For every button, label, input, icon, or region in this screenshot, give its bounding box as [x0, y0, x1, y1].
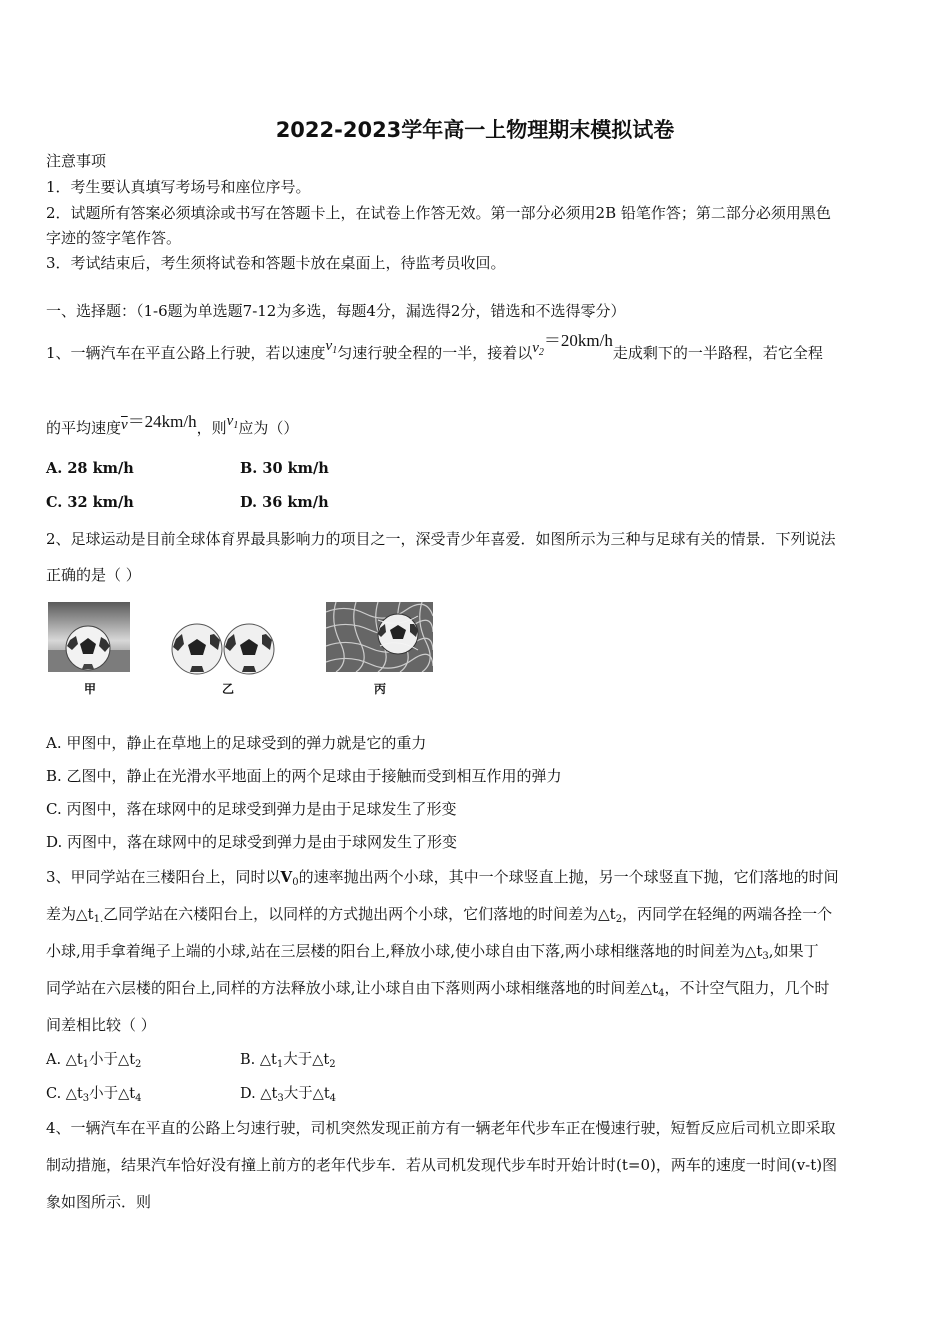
q3-option-c-sub1: 3: [82, 1093, 90, 1104]
q3-option-a-part1: A. △t: [46, 1052, 83, 1068]
q3-option-b-part2: 大于△t: [283, 1052, 330, 1068]
q1-option-c: C. 32 km/h: [46, 494, 134, 511]
q3-option-b-sub2: 2: [329, 1059, 336, 1070]
notice-item-2-cont: 字迹的签字笔作答。: [46, 229, 182, 247]
q3-t3-sub: 3: [762, 951, 769, 962]
q3-option-a-sub2: 2: [135, 1059, 142, 1070]
q3-option-c-sub2: 4: [135, 1093, 142, 1104]
figure-label-bing: 丙: [374, 682, 387, 696]
q3-option-b-sub1: 1: [276, 1059, 284, 1070]
q1-vbar: $\overline{v}$: [121, 417, 128, 433]
q2-option-c: C. 丙图中，落在球网中的足球受到弹力是由于足球发生了形变: [46, 800, 457, 818]
figure-label-yi: 乙: [222, 682, 235, 696]
q2-option-a: A. 甲图中，静止在草地上的足球受到的弹力就是它的重力: [46, 734, 427, 752]
q3-text-1a: 3、甲同学站在三楼阳台上，同时以: [46, 868, 281, 886]
q1-text-3: 走成剩下的一半路程，若它全程: [612, 344, 823, 362]
q3-t4-sub: 4: [658, 988, 665, 999]
figure-label-jia: 甲: [84, 682, 97, 696]
q1-text-5: ，则: [196, 419, 227, 437]
q1-v1-sub: 1: [332, 345, 338, 356]
q1-line2: [46, 413, 298, 439]
q3-v0: V: [280, 868, 293, 886]
q3-text-2a: 差为△t: [46, 905, 94, 923]
q1-v1: [326, 338, 338, 354]
q1-v2-symbol: v: [532, 340, 539, 356]
q3-text-3a: 小球,用手拿着绳子上端的小球,站在三层楼的阳台上,释放小球,使小球自由下落,两小球相继落地的时间差为△t: [46, 942, 763, 960]
q3-option-c-part2: 小于△t: [89, 1086, 136, 1102]
q3-text-2c: ，丙同学在轻绳的两端各拴一个: [622, 905, 833, 923]
q3-text-2b: 乙同学站在六楼阳台上，以同样的方式抛出两个小球，它们落地的时间差为△t: [103, 905, 616, 923]
q3-option-c-part1: C. △t: [46, 1086, 83, 1102]
q3-option-c: [46, 1082, 142, 1104]
q3-t2-sub: 2: [615, 914, 623, 925]
section-heading: 一、选择题：（1-6题为单选题7-12为多选，每题4分，漏选得2分，错选和不选得零分）: [46, 302, 626, 320]
figure-jia-grass-ball: [48, 602, 130, 672]
q1-text-2: 匀速行驶全程的一半，接着以: [337, 344, 533, 362]
q1-v1-symbol: v: [325, 338, 333, 354]
q1-vbar-value: ＝24km/h: [127, 412, 197, 431]
q1-option-a: A. 28 km/h: [46, 460, 134, 477]
q1-v2-value: ＝20km/h: [543, 331, 613, 350]
notice-heading: 注意事项: [46, 152, 107, 170]
q1-v2-sub: 2: [538, 347, 544, 358]
q3-text-3b: ,如果丁: [768, 942, 819, 960]
q4-line3: 象如图所示．则: [46, 1193, 152, 1211]
q2-option-d: D. 丙图中，落在球网中的足球受到弹力是由于球网发生了形变: [46, 833, 458, 851]
notice-item-2: 2．试题所有答案必须填涂或书写在答题卡上，在试卷上作答无效。第一部分必须用2B 铅笔作答；第二部分必须用黑色: [46, 204, 831, 222]
page-title: 2022-2023学年高一上物理期末模拟试卷: [275, 118, 675, 142]
q3-option-d: [240, 1082, 336, 1104]
notice-item-1: 1．考生要认真填写考场号和座位序号。: [46, 178, 311, 196]
q3-option-d-part1: D. △t: [240, 1086, 278, 1102]
q4-line2: 制动措施，结果汽车恰好没有撞上前方的老年代步车．若从司机发现代步车时开始计时(t=0)，两车的速度一时间(v-t)图: [46, 1156, 838, 1174]
q2-line2: 正确的是（ ）: [46, 566, 141, 584]
q3-line2: [46, 903, 832, 925]
q3-line1: [46, 866, 839, 888]
q1-option-d: D. 36 km/h: [240, 494, 329, 511]
q1-text-1: 1、一辆汽车在平直公路上行驶，若以速度: [46, 344, 326, 362]
figure-yi-two-balls: [170, 622, 276, 676]
q1-v1b: [227, 413, 239, 429]
q3-line3: [46, 940, 819, 962]
q3-line5: 间差相比较（ ）: [46, 1016, 156, 1034]
q3-option-d-sub2: 4: [329, 1093, 337, 1104]
q1-v1b-symbol: v: [226, 413, 234, 429]
q1-line1: [46, 331, 823, 364]
q2-option-b: B. 乙图中，静止在光滑水平地面上的两个足球由于接触而受到相互作用的弹力: [46, 767, 562, 785]
q1-text-4: 的平均速度: [46, 419, 122, 437]
notice-item-3: 3．考试结束后，考生须将试卷和答题卡放在桌面上，待监考员收回。: [46, 254, 506, 272]
q3-line4: [46, 977, 830, 999]
q4-line1: 4、一辆汽车在平直的公路上匀速行驶，司机突然发现正前方有一辆老年代步车正在慢速行驶，短暂反应后司机立即采取: [46, 1119, 836, 1137]
q3-option-a-sub1: 1: [82, 1059, 90, 1070]
q3-option-d-sub1: 3: [277, 1093, 284, 1104]
q3-text-4a: 同学站在六层楼的阳台上,同样的方法释放小球,让小球自由下落则两小球相继落地的时间差△t: [46, 979, 659, 997]
q3-option-a-part2: 小于△t: [89, 1052, 136, 1068]
q3-text-1b: 的速率抛出两个小球，其中一个球竖直上抛，另一个球竖直下抛，它们落地的时间: [298, 868, 839, 886]
q3-option-b: [240, 1048, 336, 1070]
q1-option-b: B. 30 km/h: [240, 460, 329, 477]
q3-option-b-part1: B. △t: [240, 1052, 277, 1068]
q3-option-a: [46, 1048, 141, 1070]
q2-line1: 2、足球运动是目前全球体育界最具影响力的项目之一，深受青少年喜爱．如图所示为三种与足球有关的情景．下列说法: [46, 530, 836, 548]
q3-t1-sub: 1.: [93, 914, 104, 925]
q1-v2: [532, 340, 544, 356]
q3-text-4b: ，不计空气阻力，几个时: [664, 979, 830, 997]
q1-text-6: 应为（）: [238, 419, 299, 437]
q1-v1b-sub: 1: [233, 420, 239, 431]
figure-bing-ball-in-net: [326, 602, 433, 672]
q3-v0-sub: 0: [292, 877, 299, 888]
q3-option-d-part2: 大于△t: [283, 1086, 330, 1102]
